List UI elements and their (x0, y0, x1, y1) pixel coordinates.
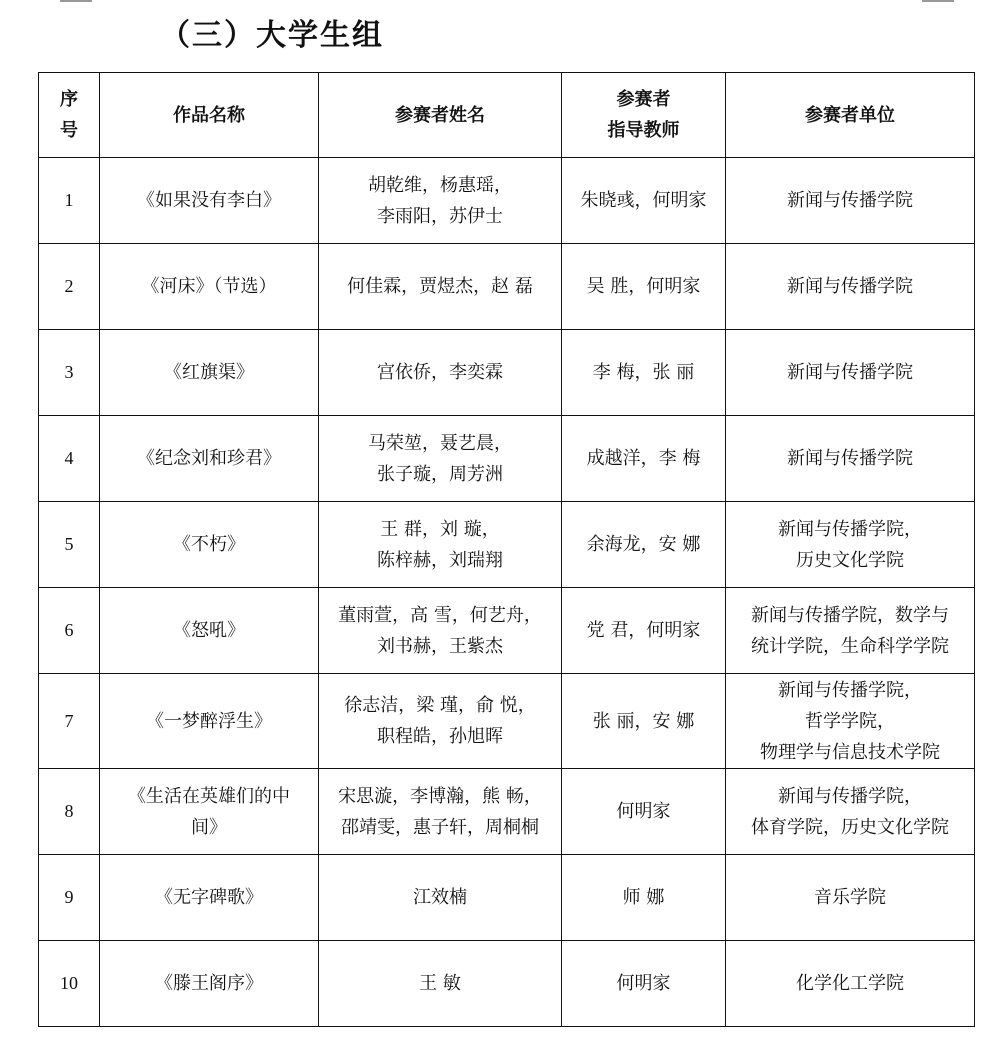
cell-advisor-line: 余海龙，安 娜 (586, 534, 701, 555)
header-advisor: 参赛者 指导教师 (562, 73, 726, 158)
cell-unit-line: 化学化工学院 (796, 973, 904, 994)
cell-advisor-line: 李 梅，张 丽 (592, 362, 695, 383)
table-row (39, 769, 975, 855)
cell-work (100, 416, 319, 502)
cell-advisor-line: 张 丽，安 娜 (592, 710, 695, 732)
cell-work-line: 《纪念刘和珍君》 (137, 448, 281, 469)
cell-participants (319, 674, 562, 769)
cell-advisor (562, 330, 726, 416)
cell-unit-line: 新闻与传播学院 (787, 276, 913, 297)
cell-advisor-line: 何明家 (616, 801, 671, 822)
cell-advisor-line: 党 君，何明家 (586, 620, 701, 641)
table-row (39, 855, 975, 941)
page-top-rule-left (60, 0, 92, 2)
cell-participants (319, 244, 562, 330)
cell-work (100, 330, 319, 416)
cell-index: 1 (39, 158, 100, 244)
awards-table (38, 72, 975, 1027)
cell-participants-line: 胡乾维，杨惠瑶， (368, 174, 512, 196)
section-title: （三）大学生组 (160, 18, 384, 53)
cell-advisor (562, 416, 726, 502)
cell-advisor (562, 674, 726, 769)
cell-participants (319, 502, 562, 588)
cell-work-line: 《如果没有李白》 (137, 190, 281, 211)
cell-unit-line: 新闻与传播学院 (787, 448, 913, 469)
cell-index: 3 (39, 330, 100, 416)
cell-participants-line: 宋思漩，李博瀚，熊 畅， (338, 785, 542, 807)
cell-work-line: 《无字碑歌》 (155, 887, 263, 908)
header-unit: 参赛者单位 (726, 73, 975, 158)
cell-index: 6 (39, 588, 100, 674)
cell-advisor (562, 769, 726, 855)
cell-work-line: 《红旗渠》 (164, 362, 254, 383)
cell-unit (726, 330, 975, 416)
cell-unit (726, 502, 975, 588)
cell-participants-line: 马荣堃，聂艺晨， (368, 432, 512, 454)
table-row (39, 588, 975, 674)
cell-work (100, 158, 319, 244)
cell-unit-line: 新闻与传播学院， (778, 518, 922, 540)
table-row (39, 416, 975, 502)
cell-unit-line: 历史文化学院 (796, 549, 904, 571)
cell-work-line: 《一梦醉浮生》 (146, 710, 272, 732)
cell-work (100, 588, 319, 674)
cell-unit-line: 新闻与传播学院，数学与 (751, 604, 949, 626)
table-row (39, 941, 975, 1027)
cell-participants (319, 769, 562, 855)
cell-work-line: 《怒吼》 (173, 620, 245, 641)
cell-work (100, 941, 319, 1027)
cell-unit (726, 588, 975, 674)
header-work: 作品名称 (100, 73, 319, 158)
cell-index: 7 (39, 674, 100, 769)
cell-unit (726, 244, 975, 330)
table-row (39, 502, 975, 588)
cell-index: 10 (39, 941, 100, 1027)
cell-participants-line: 王 敏 (419, 973, 461, 994)
cell-participants-line: 王 群，刘 璇， (380, 518, 500, 540)
cell-work (100, 244, 319, 330)
cell-advisor (562, 502, 726, 588)
cell-work-line: 《河床》（节选） (141, 276, 277, 297)
cell-work (100, 855, 319, 941)
cell-participants (319, 158, 562, 244)
cell-index: 9 (39, 855, 100, 941)
cell-advisor-line: 师 娜 (622, 887, 665, 908)
cell-participants-line: 徐志洁，梁 瑾，俞 悦， (344, 695, 536, 716)
cell-index: 4 (39, 416, 100, 502)
cell-index: 2 (39, 244, 100, 330)
cell-advisor (562, 855, 726, 941)
cell-participants-line: 张子璇，周芳洲 (377, 463, 503, 485)
cell-unit-line: 体育学院，历史文化学院 (751, 816, 949, 838)
cell-participants (319, 416, 562, 502)
cell-unit (726, 941, 975, 1027)
cell-participants-line: 宫依侨，李奕霖 (377, 362, 503, 383)
cell-advisor-line: 成越洋，李 梅 (586, 448, 701, 469)
cell-participants-line: 江效楠 (413, 887, 467, 908)
cell-participants (319, 588, 562, 674)
cell-unit-line: 物理学与信息技术学院 (760, 741, 940, 763)
cell-unit (726, 769, 975, 855)
cell-unit-line: 新闻与传播学院 (787, 362, 913, 383)
table-row (39, 158, 975, 244)
cell-work (100, 674, 319, 769)
cell-index: 8 (39, 769, 100, 855)
cell-unit (726, 158, 975, 244)
cell-work-line: 间》 (191, 816, 227, 838)
cell-advisor (562, 588, 726, 674)
cell-participants-line: 何佳霖，贾煜杰，赵 磊 (347, 276, 533, 297)
cell-unit-line: 新闻与传播学院 (787, 190, 913, 211)
cell-unit-line: 哲学学院， (805, 710, 895, 732)
cell-unit-line: 音乐学院 (814, 887, 886, 908)
cell-participants-line: 刘书赫，王紫杰 (377, 635, 503, 657)
cell-unit (726, 674, 975, 769)
cell-participants-line: 职程皓，孙旭晖 (377, 726, 503, 747)
table-header-row (39, 73, 975, 158)
cell-advisor-line: 何明家 (616, 973, 671, 994)
table-row (39, 244, 975, 330)
cell-unit-line: 新闻与传播学院， (778, 785, 922, 807)
cell-work-line: 《不朽》 (173, 534, 245, 555)
cell-work-line: 《滕王阁序》 (155, 973, 263, 994)
cell-participants (319, 941, 562, 1027)
cell-unit-line: 新闻与传播学院， (778, 679, 922, 701)
cell-advisor-line: 朱晓彧，何明家 (580, 190, 707, 211)
cell-work (100, 769, 319, 855)
cell-unit (726, 416, 975, 502)
cell-advisor-line: 吴 胜，何明家 (586, 276, 701, 297)
table-row (39, 330, 975, 416)
cell-unit-line: 统计学院，生命科学学院 (751, 635, 949, 657)
cell-work (100, 502, 319, 588)
cell-advisor (562, 158, 726, 244)
cell-advisor (562, 244, 726, 330)
table-body (39, 158, 975, 1027)
cell-index: 5 (39, 502, 100, 588)
cell-participants-line: 陈梓赫，刘瑞翔 (377, 549, 503, 571)
page-top-rule-right (922, 0, 954, 2)
cell-participants (319, 855, 562, 941)
cell-participants-line: 董雨萱，高 雪，何艺舟， (338, 604, 542, 626)
header-participants: 参赛者姓名 (319, 73, 562, 158)
cell-work-line: 《生活在英雄们的中 (128, 785, 290, 807)
cell-participants-line: 邵靖雯，惠子轩，周桐桐 (341, 816, 539, 838)
header-index: 序 号 (39, 73, 100, 158)
cell-participants (319, 330, 562, 416)
cell-unit (726, 855, 975, 941)
cell-participants-line: 李雨阳，苏伊士 (377, 205, 503, 227)
table-row (39, 674, 975, 769)
cell-advisor (562, 941, 726, 1027)
